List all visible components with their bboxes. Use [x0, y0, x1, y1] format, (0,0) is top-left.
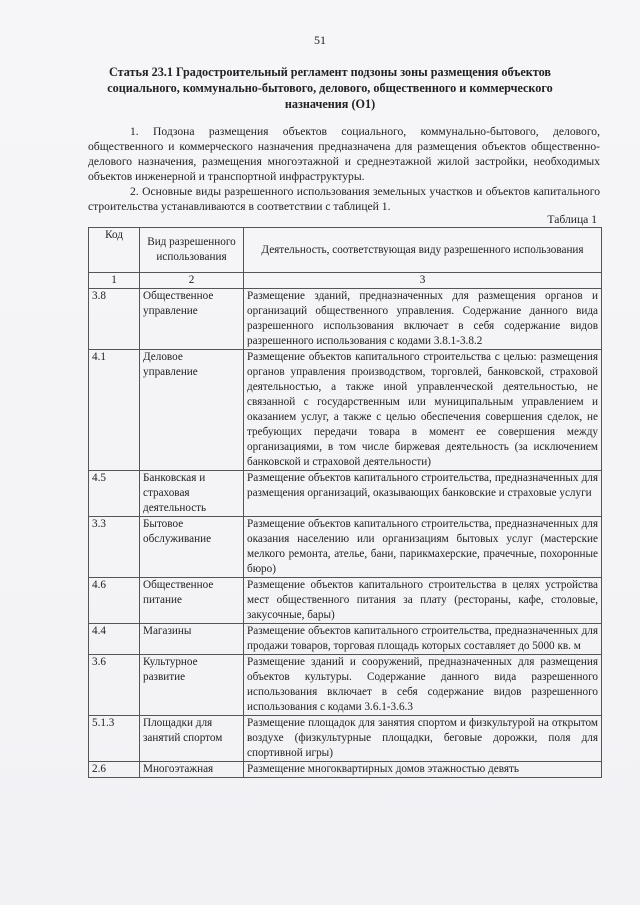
row-kind: Банковская и страховая деятельность [140, 471, 244, 517]
table-row [89, 471, 602, 517]
page-number: 51 [314, 33, 326, 47]
row-description: Размещение зданий, предназначенных для размещения органов и организаций общественного управления. Содержание данного вида разрешенного использования включает в себя содержание видов разрешенного использования с кодами 3.8.1-3.8.2 [244, 289, 602, 350]
row-code: 2.6 [89, 762, 140, 778]
row-code: 4.4 [89, 624, 140, 655]
row-description: Размещение многоквартирных домов этажностью девять [244, 762, 602, 778]
row-kind: Магазины [140, 624, 244, 655]
row-code: 4.6 [89, 578, 140, 624]
column-number: 1 [89, 273, 140, 289]
row-description: Размещение объектов капитального строительства, предназначенных для размещения организаций, оказывающих банковские и страховые услуги [244, 471, 602, 517]
row-code: 4.1 [89, 350, 140, 471]
table-row [89, 624, 602, 655]
column-number: 3 [244, 273, 602, 289]
row-kind: Площадки для занятий спортом [140, 716, 244, 762]
header-code: Код [89, 228, 140, 273]
row-description: Размещение объектов капитального строительства в целях устройства мест общественного питания за плату (рестораны, кафе, столовые, закусочные, бары) [244, 578, 602, 624]
table-header-row [89, 228, 602, 273]
row-code: 4.5 [89, 471, 140, 517]
row-code: 3.6 [89, 655, 140, 716]
row-description: Размещение объектов капитального строительства, предназначенных для продажи товаров, торговая площадь которых составляет до 5000 кв. м [244, 624, 602, 655]
paragraph-1: 1. Подзона размещения объектов социального, коммунально-бытового, делового, общественного и коммерческого назначения предназначена для размещения объектов общественно-делового назначения, размещения многоэтажной и среднеэтажной жилой застройки, необходимых объектов инженерной и транспортной инфраструктуры. [88, 125, 600, 183]
row-code: 5.1.3 [89, 716, 140, 762]
header-activity: Деятельность, соответствующая виду разрешенного использования [244, 228, 602, 273]
article-title: Статья 23.1 Градостроительный регламент подзоны зоны размещения объектов социального, коммунально-бытового, делового, общественного и коммерческого назначения (О1) [107, 65, 553, 111]
permitted-use-table [88, 227, 602, 778]
row-code: 3.3 [89, 517, 140, 578]
row-kind: Бытовое обслуживание [140, 517, 244, 578]
table-row [89, 762, 602, 778]
row-kind: Многоэтажная [140, 762, 244, 778]
paragraph-2: 2. Основные виды разрешенного использования земельных участков и объектов капитального строительства устанавливаются в соответствии с таблицей 1. [88, 185, 600, 213]
table-row [89, 517, 602, 578]
row-description: Размещение площадок для занятия спортом и физкультурой на открытом воздухе (физкультурные площадки, беговые дорожки, поля для спортивной игры) [244, 716, 602, 762]
column-number: 2 [140, 273, 244, 289]
row-description: Размещение зданий и сооружений, предназначенных для размещения объектов культуры. Содержание данного вида разрешенного использования включает в себя содержание видов разрешенного использования с кодами 3.6.1-3.6.3 [244, 655, 602, 716]
row-kind: Общественное питание [140, 578, 244, 624]
row-description: Размещение объектов капитального строительства с целью: размещения органов управления производством, торговлей, банковской, страховой деятельностью, а также иной управленческой деятельностью, не связанной с государственным или муниципальным управлением и оказанием услуг, а также с целью обеспечения совершения сделок, не требующих передачи товара в момент ее совершения между организациями, в том числе биржевая деятельность (за исключением банковской и страховой деятельности) [244, 350, 602, 471]
header-kind: Вид разрешенного использования [140, 228, 244, 273]
row-code: 3.8 [89, 289, 140, 350]
table-row [89, 289, 602, 350]
table-caption: Таблица 1 [547, 213, 597, 226]
row-kind: Культурное развитие [140, 655, 244, 716]
row-kind: Общественное управление [140, 289, 244, 350]
table-row [89, 578, 602, 624]
row-kind: Деловое управление [140, 350, 244, 471]
column-number-row [89, 273, 602, 289]
table-row [89, 716, 602, 762]
table-row [89, 655, 602, 716]
table-row [89, 350, 602, 471]
row-description: Размещение объектов капитального строительства, предназначенных для оказания населению или организациям бытовых услуг (мастерские мелкого ремонта, ателье, бани, парикмахерские, прачечные, похоронные бюро) [244, 517, 602, 578]
